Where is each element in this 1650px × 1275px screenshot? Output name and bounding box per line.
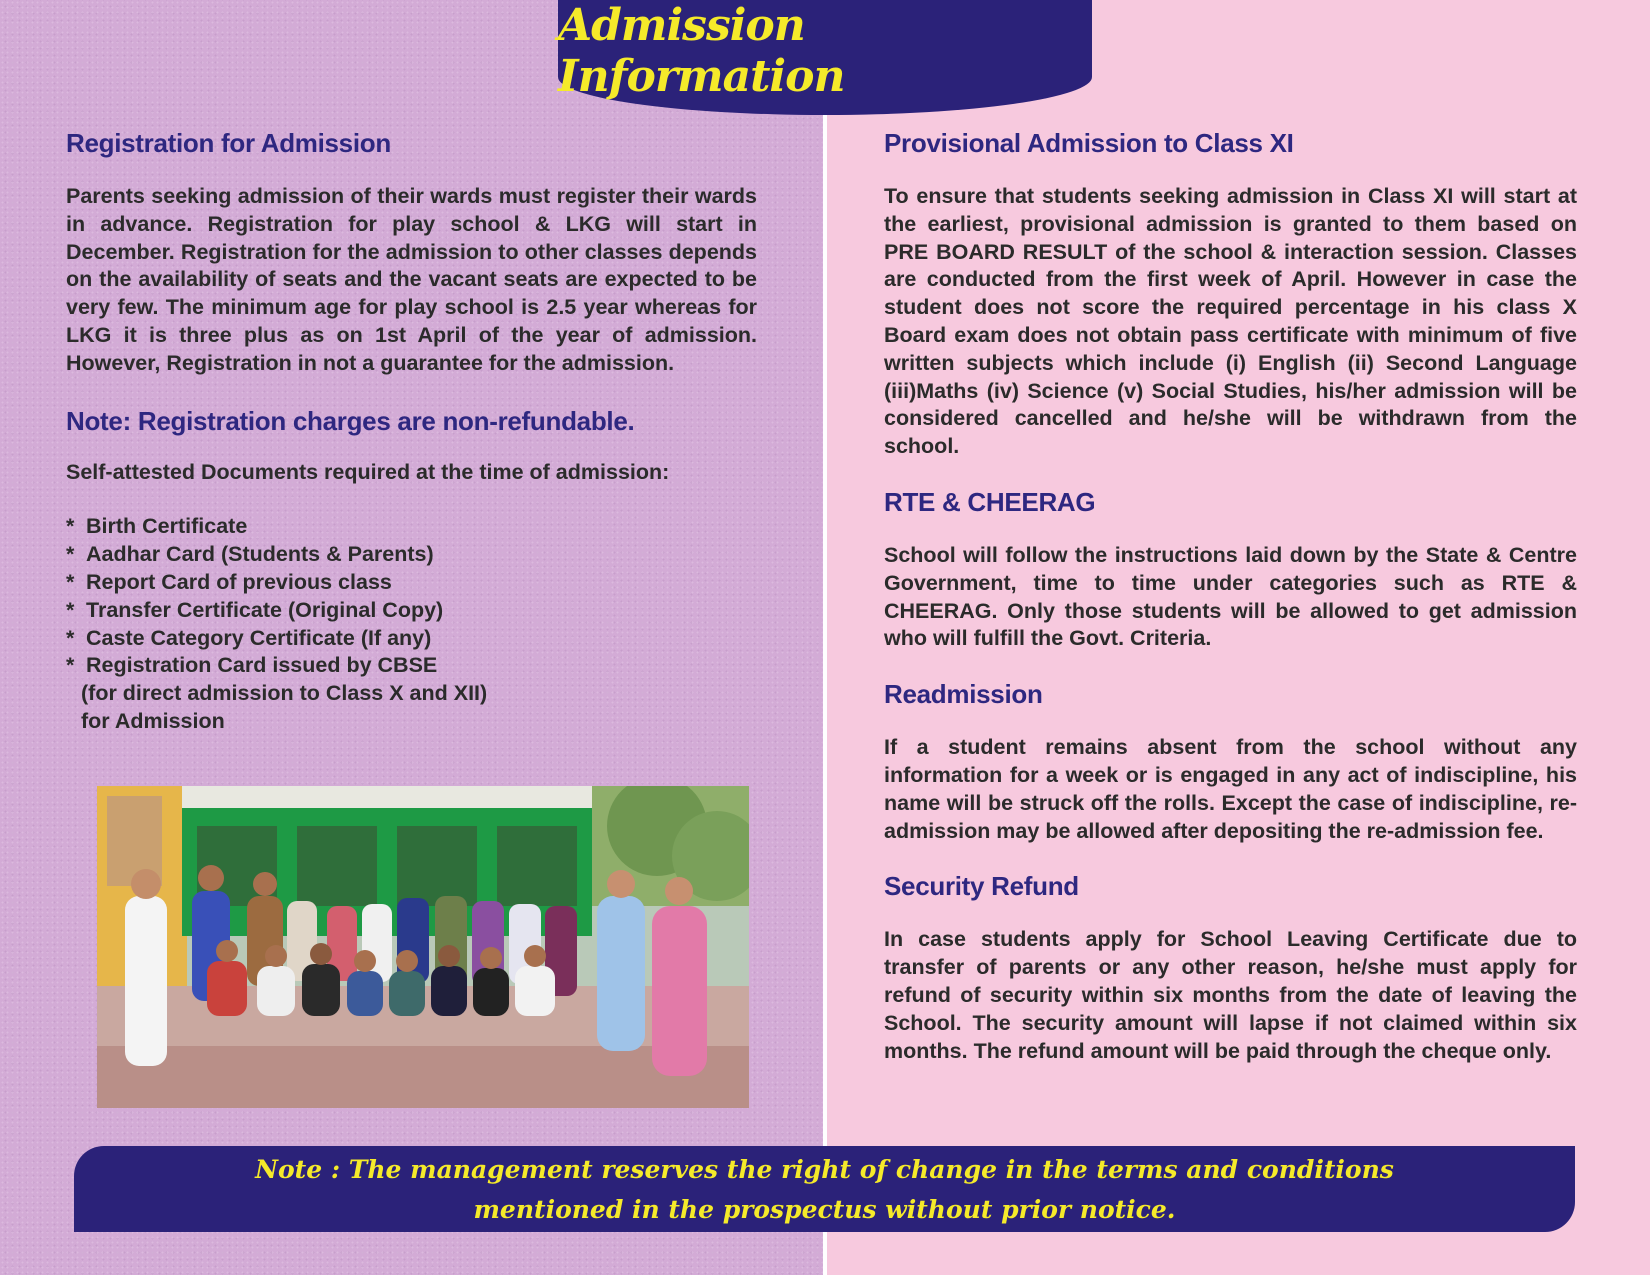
list-item: * Registration Card issued by CBSE (66, 652, 757, 680)
footer-note-banner (74, 1146, 1575, 1232)
documents-extra-line: (for direct admission to Class X and XII) (81, 681, 488, 706)
list-item: * Aadhar Card (Students & Parents) (66, 541, 757, 569)
list-item: * Birth Certificate (66, 513, 757, 541)
registration-heading: Registration for Admission (66, 128, 391, 158)
documents-extra-line: for Admission (81, 708, 225, 733)
list-item: * Report Card of previous class (66, 569, 757, 597)
security-body: In case students apply for School Leaving Certificate due to transfer of parents or any other reason, he/she must apply for refund of security within six months from the date of leaving the School. The security amount will lapse if not claimed within six months. The refund amount will be paid through the cheque only. (884, 927, 1577, 1063)
list-item: * Caste Category Certificate (If any) (66, 625, 757, 653)
rte-body: School will follow the instructions laid down by the State & Centre Government, time to time under categories such as RTE & CHEERAG. Only those students will be allowed to get admission who will fulfill the Govt. Criteria. (884, 542, 1577, 651)
provisional-heading: Provisional Admission to Class XI (884, 128, 1294, 158)
documents-intro: Self-attested Documents required at the time of admission: (66, 459, 670, 484)
rte-heading: RTE & CHEERAG (884, 486, 1096, 517)
security-heading: Security Refund (884, 871, 1079, 902)
footer-note-text (74, 1150, 1575, 1230)
readmission-body: If a student remains absent from the school without any information for a week or is engaged in any act of indiscipline, his name will be struck off the rolls. Except the case of indiscipline, re-admission may be allowed after depositing the re-admission fee. (884, 735, 1577, 843)
provisional-body: To ensure that students seeking admission in Class XI will start at the earliest, provisional admission is granted to them based on PRE BOARD RESULT of the school & interaction session. Classes are conducted from the first week of April. However in case the student does not score the required percentage in his class X Board exam does not obtain pass certificate with minimum of five written subjects which include (i) English (ii) Second Language (iii)Maths (iv) Science (v) Social Studies, his/her admission will be considered cancelled and he/she will be withdrawn from the school. (884, 184, 1577, 459)
page-title: Admission Information (558, 0, 845, 102)
footer-note-line: mentioned in the prospectus without prior notice. (473, 1195, 1176, 1224)
column-divider (823, 0, 827, 1275)
note-heading: Note: Registration charges are non-refundable. (66, 405, 635, 436)
readmission-heading: Readmission (884, 679, 1043, 710)
title-banner (558, 0, 1092, 115)
group-photo (97, 786, 749, 1108)
list-item: * Transfer Certificate (Original Copy) (66, 597, 757, 625)
right-column (884, 126, 1577, 1065)
registration-body: Parents seeking admission of their wards must register their wards in advance. Registration for play school & LKG will start in December. Registration for the admission to other classes depends on the availability of seats and the vacant seats are expected to be very few. The minimum age for play school is 2.5 year whereas for LKG it is three plus as on 1st April of the year of admission. However, Registration in not a guarantee for the admission. (66, 184, 757, 375)
left-column (66, 126, 757, 736)
documents-list (66, 513, 757, 680)
footer-note-line: Note : The management reserves the right of change in the terms and conditions (255, 1155, 1394, 1184)
